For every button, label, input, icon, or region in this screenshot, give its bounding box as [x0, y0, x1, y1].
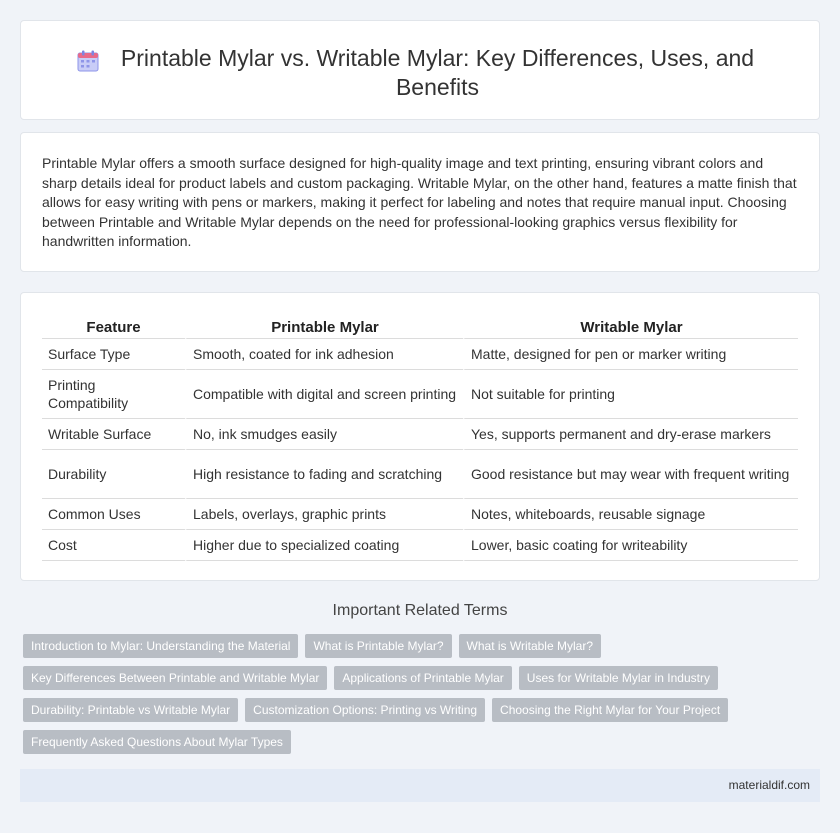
- tag-row: [23, 634, 813, 660]
- table-cell: Good resistance but may wear with frequent writing: [463, 450, 798, 499]
- table-cell: Smooth, coated for ink adhesion: [185, 339, 463, 370]
- header-printable: Printable Mylar: [185, 317, 463, 339]
- comparison-card: [20, 292, 820, 581]
- page-title: Printable Mylar vs. Writable Mylar: Key Differences, Uses, and Benefits: [120, 45, 755, 100]
- table-cell: Not suitable for printing: [463, 370, 798, 419]
- header-writable: Writable Mylar: [463, 317, 798, 339]
- footer-site-link[interactable]: materialdif.com: [728, 778, 810, 792]
- related-term-tag[interactable]: Customization Options: Printing vs Writing: [245, 698, 485, 722]
- table-cell: High resistance to fading and scratching: [185, 450, 463, 499]
- related-terms-list: [23, 634, 813, 762]
- header-feature: Feature: [42, 317, 185, 339]
- table-row: [42, 499, 798, 530]
- table-row: [42, 450, 798, 499]
- tag-row: [23, 698, 813, 724]
- table-cell: Matte, designed for pen or marker writing: [463, 339, 798, 370]
- related-term-tag[interactable]: Key Differences Between Printable and Writable Mylar: [23, 666, 327, 690]
- related-term-tag[interactable]: Introduction to Mylar: Understanding the Material: [23, 634, 298, 658]
- related-term-tag[interactable]: Choosing the Right Mylar for Your Project: [492, 698, 728, 722]
- related-term-tag[interactable]: Applications of Printable Mylar: [334, 666, 511, 690]
- table-header-row: [42, 317, 798, 339]
- table-cell: Higher due to specialized coating: [185, 530, 463, 561]
- calendar-icon: [76, 49, 100, 73]
- table-cell: Surface Type: [42, 339, 185, 370]
- table-cell: Yes, supports permanent and dry-erase markers: [463, 419, 798, 450]
- table-cell: Writable Surface: [42, 419, 185, 450]
- table-cell: Labels, overlays, graphic prints: [185, 499, 463, 530]
- related-term-tag[interactable]: What is Writable Mylar?: [459, 634, 601, 658]
- related-terms-title: Important Related Terms: [332, 602, 508, 619]
- table-cell: Compatible with digital and screen printing: [185, 370, 463, 419]
- title-wrap: [21, 44, 819, 102]
- table-cell: No, ink smudges easily: [185, 419, 463, 450]
- header-card: [20, 20, 820, 120]
- comparison-table: [42, 317, 798, 561]
- table-cell: Common Uses: [42, 499, 185, 530]
- table-row: [42, 370, 798, 419]
- tag-row: [23, 730, 813, 756]
- related-term-tag[interactable]: Durability: Printable vs Writable Mylar: [23, 698, 238, 722]
- related-term-tag[interactable]: What is Printable Mylar?: [305, 634, 451, 658]
- intro-card: [20, 132, 820, 272]
- table-row: [42, 339, 798, 370]
- table-row: [42, 419, 798, 450]
- table-cell: Notes, whiteboards, reusable signage: [463, 499, 798, 530]
- related-term-tag[interactable]: Frequently Asked Questions About Mylar Types: [23, 730, 291, 754]
- table-row: [42, 530, 798, 561]
- table-cell: Durability: [42, 450, 185, 499]
- intro-paragraph: Printable Mylar offers a smooth surface designed for high-quality image and text printing, ensuring vibrant colors and sharp details ideal for product labels and custom packaging. Writable Mylar, on the other hand, features a matte finish that allows for easy writing with pens or markers, making it perfect for labeling and notes that require manual input. Choosing between Printable and Writable Mylar depends on the need for professional-looking graphics versus flexibility for handwritten information.: [42, 155, 797, 249]
- table-cell: Printing Compatibility: [42, 370, 185, 419]
- related-term-tag[interactable]: Uses for Writable Mylar in Industry: [519, 666, 718, 690]
- table-cell: Lower, basic coating for writeability: [463, 530, 798, 561]
- footer: [20, 769, 820, 802]
- table-cell: Cost: [42, 530, 185, 561]
- tag-row: [23, 666, 813, 692]
